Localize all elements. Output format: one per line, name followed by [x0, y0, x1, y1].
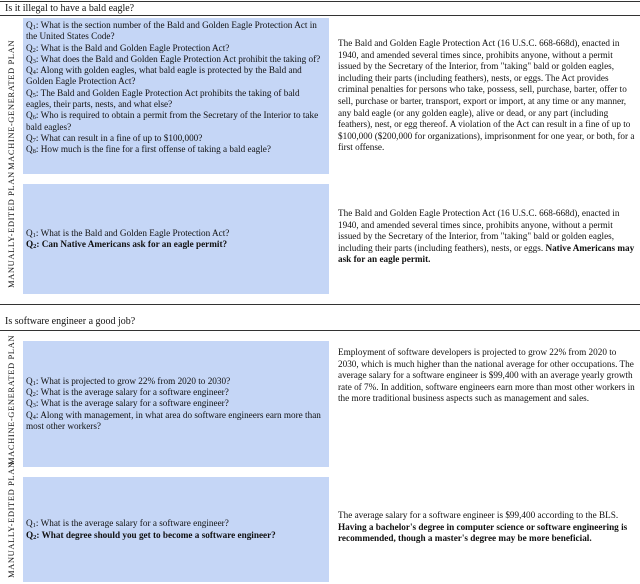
plan-question: $Q_3$: What does the Bald and Golden Eagle Protection Act prohibit the taking of?	[26, 53, 321, 65]
manual-plan-box	[23, 184, 329, 294]
answer-text	[338, 347, 636, 405]
plan-question: $Q_2$: What degree should you get to become a software engineer?	[26, 529, 276, 541]
query-rule	[0, 15, 640, 16]
plan-question: $Q_4$: Along with golden eagles, what bald eagle is protected by the Bald and Golden Eagle Protection Act?	[26, 65, 302, 87]
plan-question: $Q_1$: What is the Bald and Golden Eagle Protection Act?	[26, 227, 230, 239]
plan-question: $Q_2$: Can Native Americans ask for an eagle permit?	[26, 239, 228, 250]
plan-question: $Q_3$: What is the average salary for a software engineer?	[26, 398, 229, 410]
answer-plain: The Bald and Golden Eagle Protection Act (16 U.S.C. 668-668d), enacted in 1940, and amended several times since, prohibits anyone, without a permit issued by the Secretary of the Interior, from "taking" bald or golden eagles, including their parts (including feathers), nests, or eggs.	[338, 208, 620, 253]
answer-bold: Native Americans may ask for an eagle permit.	[338, 242, 635, 265]
plan-question: $Q_2$: What is the average salary for a software engineer?	[26, 387, 229, 399]
plan-question: $Q_4$: Along with management, in what area do software engineers earn more than most other workers?	[26, 409, 321, 431]
answer-text	[338, 38, 636, 154]
plan-label: MACHINE-GENERATED PLAN	[6, 334, 16, 465]
machine-plan-box	[23, 341, 329, 467]
plan-label: MACHINE-GENERATED PLAN	[6, 39, 16, 170]
answer-plain: The average salary for a software engineer is $99,400 according to the BLS.	[338, 510, 619, 520]
manual-plan-box	[23, 477, 329, 582]
answer-text	[338, 510, 636, 545]
query-title: Is software engineer a good job?	[5, 316, 136, 327]
answer-plain: The Bald and Golden Eagle Protection Act (16 U.S.C. 668-668d), enacted in 1940, and amended several times since, prohibits anyone, without a permit issued by the Secretary of the Interior, from "taking" bald or golden eagles, including their parts (including feathers), nests, or eggs. The Act provides criminal penalties for persons who take, possess, sell, purchase, barter, offer to sell, purchase or barter, transport, export or import, at any time or any manner, any bald eagle (or any golden eagle), alive or dead, or any part (including feathers), nest, or egg thereof. A violation of the Act can result in a fine of up to $100,000 ($200,000 for organizations), imprisonment for one year, or both, for a first offense.	[338, 38, 635, 153]
plan-question: $Q_1$: What is the section number of the Bald and Golden Eagle Protection Act in the United States Code?	[26, 20, 317, 42]
answer-plain: Employment of software developers is projected to grow 22% from 2020 to 2030, which is much higher than the national average for other occupations. The average salary for a software engineer is $99,400 with an average yearly growth rate of 7%. In addition, software engineers earn more than most other workers in the more traditional business aspects such as management and sales.	[338, 347, 635, 404]
plan-question: $Q_1$: What is the average salary for a software engineer?	[26, 518, 229, 530]
plan-question: $Q_7$: What can result in a fine of up to $100,000?	[26, 132, 203, 144]
answer-text	[338, 208, 636, 266]
query-title: Is it illegal to have a bald eagle?	[5, 3, 135, 14]
plan-label: MANUALLY-EDITED PLAN	[6, 461, 16, 578]
machine-plan-box	[23, 18, 329, 174]
top-rule	[0, 1, 640, 2]
query-rule	[0, 330, 640, 331]
plan-question: $Q_8$: How much is the fine for a first offense of taking a bald eagle?	[26, 144, 271, 156]
section-rule	[0, 304, 640, 305]
plan-question: $Q_5$: The Bald and Golden Eagle Protection Act prohibits the taking of bald eagles, their parts, nests, and what else?	[26, 87, 300, 110]
plan-label: MANUALLY-EDITED PLAN	[6, 171, 16, 288]
answer-bold: Having a bachelor's degree in computer science or software engineering is recommended, though a master's degree may be more beneficial.	[338, 521, 628, 544]
plan-question: $Q_1$: What is projected to grow 22% from 2020 to 2030?	[26, 375, 231, 387]
plan-question: $Q_6$: Who is required to obtain a permit from the Secretary of the Interior to take bald eagles?	[26, 110, 319, 132]
plan-question: $Q_2$: What is the Bald and Golden Eagle Protection Act?	[26, 42, 230, 54]
